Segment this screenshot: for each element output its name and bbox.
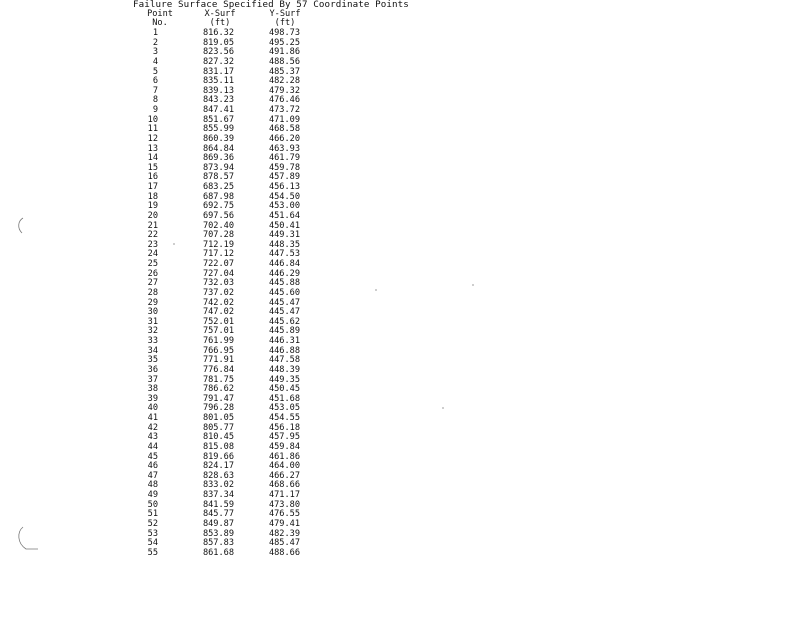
x-surf-cell: 835.11 xyxy=(202,76,234,87)
scan-artifact-mark xyxy=(14,525,42,553)
coordinate-table xyxy=(0,29,800,558)
point-number-cell: 25 xyxy=(147,259,158,269)
point-number-cell: 51 xyxy=(147,509,158,520)
x-surf-cell: 827.32 xyxy=(202,56,234,67)
x-surf-cell: 737.02 xyxy=(202,287,234,298)
table-row xyxy=(0,366,800,376)
x-surf-cell: 857.83 xyxy=(202,538,234,549)
point-number-cell: 27 xyxy=(147,278,158,289)
point-number-cell: 6 xyxy=(152,76,158,87)
table-row xyxy=(0,48,800,58)
header-y-line1: Y-Surf xyxy=(269,9,301,19)
table-row xyxy=(0,250,800,260)
x-surf-cell: 819.05 xyxy=(202,37,234,48)
x-surf-cell: 757.01 xyxy=(202,326,234,337)
x-surf-cell: 805.77 xyxy=(202,422,234,433)
table-row xyxy=(0,193,800,203)
point-number-cell: 9 xyxy=(152,105,158,115)
table-row xyxy=(0,530,800,540)
table-row xyxy=(0,222,800,232)
x-surf-cell: 810.45 xyxy=(202,432,234,443)
table-row xyxy=(0,183,800,193)
y-surf-cell: 454.50 xyxy=(268,191,300,202)
table-row xyxy=(0,404,800,414)
point-number-cell: 10 xyxy=(147,114,158,125)
point-number-cell: 45 xyxy=(147,451,158,462)
y-surf-cell: 473.80 xyxy=(268,499,300,510)
y-surf-cell: 463.93 xyxy=(268,143,300,154)
x-surf-cell: 849.87 xyxy=(202,518,234,529)
x-surf-cell: 861.68 xyxy=(202,547,234,558)
x-surf-cell: 847.41 xyxy=(202,105,234,115)
table-row xyxy=(0,318,800,328)
x-surf-cell: 860.39 xyxy=(202,133,234,144)
x-surf-cell: 692.75 xyxy=(202,201,234,212)
y-surf-cell: 446.29 xyxy=(268,268,300,279)
table-row xyxy=(0,145,800,155)
table-row xyxy=(0,96,800,106)
x-surf-cell: 771.91 xyxy=(202,355,234,366)
y-surf-cell: 453.00 xyxy=(268,201,300,212)
y-surf-cell: 447.58 xyxy=(268,355,300,366)
point-number-cell: 41 xyxy=(147,413,158,423)
point-number-cell: 47 xyxy=(147,470,158,481)
x-surf-cell: 851.67 xyxy=(202,114,234,125)
table-row xyxy=(0,347,800,357)
point-number-cell: 54 xyxy=(147,538,158,549)
x-surf-cell: 816.32 xyxy=(202,28,234,38)
table-row xyxy=(0,327,800,337)
table-row xyxy=(0,68,800,78)
point-number-cell: 36 xyxy=(147,364,158,375)
x-surf-cell: 687.98 xyxy=(202,191,234,202)
y-surf-cell: 448.35 xyxy=(268,239,300,250)
point-number-cell: 40 xyxy=(147,403,158,414)
table-row xyxy=(0,58,800,68)
table-row xyxy=(0,260,800,270)
y-surf-cell: 453.05 xyxy=(268,403,300,414)
page-title: Failure Surface Specified By 57 Coordinate Points xyxy=(133,0,409,10)
table-row xyxy=(0,299,800,309)
table-row xyxy=(0,279,800,289)
point-number-cell: 53 xyxy=(147,528,158,539)
y-surf-cell: 476.55 xyxy=(268,509,300,520)
y-surf-cell: 491.86 xyxy=(268,47,300,58)
table-row xyxy=(0,164,800,174)
point-number-cell: 23 xyxy=(147,239,158,250)
table-row xyxy=(0,414,800,424)
point-number-cell: 39 xyxy=(147,393,158,404)
y-surf-cell: 466.20 xyxy=(268,133,300,144)
table-row xyxy=(0,549,800,559)
point-number-cell: 46 xyxy=(147,461,158,472)
y-surf-cell: 471.09 xyxy=(268,114,300,125)
x-surf-cell: 791.47 xyxy=(202,393,234,404)
y-surf-cell: 488.56 xyxy=(268,56,300,67)
table-row xyxy=(0,510,800,520)
x-surf-cell: 717.12 xyxy=(202,249,234,260)
point-number-cell: 34 xyxy=(147,345,158,356)
table-row xyxy=(0,337,800,347)
y-surf-cell: 446.84 xyxy=(268,259,300,269)
table-row xyxy=(0,520,800,530)
x-surf-cell: 747.02 xyxy=(202,307,234,318)
x-surf-cell: 801.05 xyxy=(202,413,234,423)
x-surf-cell: 878.57 xyxy=(202,172,234,183)
table-row xyxy=(0,424,800,434)
y-surf-cell: 461.86 xyxy=(268,451,300,462)
table-row xyxy=(0,270,800,280)
point-number-cell: 42 xyxy=(147,422,158,433)
y-surf-cell: 447.53 xyxy=(268,249,300,260)
header-x-line2: (ft) xyxy=(209,18,231,28)
y-surf-cell: 446.88 xyxy=(268,345,300,356)
y-surf-cell: 450.45 xyxy=(268,384,300,395)
point-number-cell: 33 xyxy=(147,336,158,346)
table-row xyxy=(0,212,800,222)
table-row xyxy=(0,395,800,405)
point-number-cell: 55 xyxy=(147,547,158,558)
table-row xyxy=(0,385,800,395)
point-number-cell: 50 xyxy=(147,499,158,510)
x-surf-cell: 864.84 xyxy=(202,143,234,154)
point-number-cell: 20 xyxy=(147,210,158,221)
table-row xyxy=(0,462,800,472)
point-number-cell: 14 xyxy=(147,153,158,164)
x-surf-cell: 833.02 xyxy=(202,480,234,491)
x-surf-cell: 697.56 xyxy=(202,210,234,221)
x-surf-cell: 707.28 xyxy=(202,230,234,241)
x-surf-cell: 828.63 xyxy=(202,470,234,481)
y-surf-cell: 459.78 xyxy=(268,162,300,173)
x-surf-cell: 841.59 xyxy=(202,499,234,510)
point-number-cell: 32 xyxy=(147,326,158,337)
point-number-cell: 29 xyxy=(147,297,158,308)
x-surf-cell: 727.04 xyxy=(202,268,234,279)
point-number-cell: 24 xyxy=(147,249,158,260)
table-row xyxy=(0,539,800,549)
table-row xyxy=(0,433,800,443)
x-surf-cell: 843.23 xyxy=(202,95,234,106)
point-number-cell: 43 xyxy=(147,432,158,443)
table-row xyxy=(0,443,800,453)
point-number-cell: 30 xyxy=(147,307,158,318)
point-number-cell: 16 xyxy=(147,172,158,183)
y-surf-cell: 450.41 xyxy=(268,220,300,231)
table-row xyxy=(0,154,800,164)
table-row xyxy=(0,29,800,39)
point-number-cell: 4 xyxy=(152,56,158,67)
header-y-line2: (ft) xyxy=(274,18,296,28)
y-surf-cell: 445.47 xyxy=(268,297,300,308)
y-surf-cell: 476.46 xyxy=(268,95,300,106)
x-surf-cell: 761.99 xyxy=(202,336,234,346)
y-surf-cell: 454.55 xyxy=(268,413,300,423)
x-surf-cell: 781.75 xyxy=(202,374,234,385)
point-number-cell: 26 xyxy=(147,268,158,279)
point-number-cell: 1 xyxy=(152,28,158,38)
scan-artifact-dot xyxy=(441,406,445,410)
y-surf-cell: 488.66 xyxy=(268,547,300,558)
y-surf-cell: 485.47 xyxy=(268,538,300,549)
table-row xyxy=(0,125,800,135)
point-number-cell: 19 xyxy=(147,201,158,212)
point-number-cell: 13 xyxy=(147,143,158,154)
x-surf-cell: 742.02 xyxy=(202,297,234,308)
table-row xyxy=(0,356,800,366)
y-surf-cell: 451.64 xyxy=(268,210,300,221)
table-row xyxy=(0,135,800,145)
y-surf-cell: 457.89 xyxy=(268,172,300,183)
x-surf-cell: 873.94 xyxy=(202,162,234,173)
x-surf-cell: 712.19 xyxy=(202,239,234,250)
x-surf-cell: 819.66 xyxy=(202,451,234,462)
x-surf-cell: 823.56 xyxy=(202,47,234,58)
x-surf-cell: 732.03 xyxy=(202,278,234,289)
header-point-line2: No. xyxy=(152,18,168,28)
table-row xyxy=(0,481,800,491)
y-surf-cell: 449.31 xyxy=(268,230,300,241)
point-number-cell: 31 xyxy=(147,316,158,327)
table-row xyxy=(0,289,800,299)
y-surf-cell: 468.58 xyxy=(268,124,300,135)
table-row xyxy=(0,77,800,87)
point-number-cell: 3 xyxy=(152,47,158,58)
x-surf-cell: 683.25 xyxy=(202,182,234,192)
y-surf-cell: 471.17 xyxy=(268,490,300,500)
x-surf-cell: 786.62 xyxy=(202,384,234,395)
x-surf-cell: 824.17 xyxy=(202,461,234,472)
y-surf-cell: 498.73 xyxy=(268,28,300,38)
y-surf-cell: 446.31 xyxy=(268,336,300,346)
point-number-cell: 2 xyxy=(152,37,158,48)
point-number-cell: 11 xyxy=(147,124,158,135)
y-surf-cell: 449.35 xyxy=(268,374,300,385)
x-surf-cell: 776.84 xyxy=(202,364,234,375)
table-row xyxy=(0,87,800,97)
y-surf-cell: 445.89 xyxy=(268,326,300,337)
point-number-cell: 44 xyxy=(147,441,158,452)
y-surf-cell: 445.88 xyxy=(268,278,300,289)
table-row xyxy=(0,472,800,482)
y-surf-cell: 451.68 xyxy=(268,393,300,404)
y-surf-cell: 466.27 xyxy=(268,470,300,481)
x-surf-cell: 752.01 xyxy=(202,316,234,327)
x-surf-cell: 722.07 xyxy=(202,259,234,269)
y-surf-cell: 482.28 xyxy=(268,76,300,87)
x-surf-cell: 869.36 xyxy=(202,153,234,164)
y-surf-cell: 445.62 xyxy=(268,316,300,327)
x-surf-cell: 831.17 xyxy=(202,66,234,77)
point-number-cell: 8 xyxy=(152,95,158,106)
x-surf-cell: 815.08 xyxy=(202,441,234,452)
table-row xyxy=(0,173,800,183)
point-number-cell: 12 xyxy=(147,133,158,144)
point-number-cell: 35 xyxy=(147,355,158,366)
point-number-cell: 17 xyxy=(147,182,158,192)
point-number-cell: 15 xyxy=(147,162,158,173)
x-surf-cell: 855.99 xyxy=(202,124,234,135)
point-number-cell: 21 xyxy=(147,220,158,231)
scan-artifact-dot xyxy=(471,283,475,287)
y-surf-cell: 445.60 xyxy=(268,287,300,298)
table-row xyxy=(0,453,800,463)
point-number-cell: 28 xyxy=(147,287,158,298)
x-surf-cell: 839.13 xyxy=(202,85,234,96)
x-surf-cell: 845.77 xyxy=(202,509,234,520)
y-surf-cell: 448.39 xyxy=(268,364,300,375)
table-row xyxy=(0,376,800,386)
y-surf-cell: 456.13 xyxy=(268,182,300,192)
x-surf-cell: 837.34 xyxy=(202,490,234,500)
table-row xyxy=(0,39,800,49)
scan-artifact-dot xyxy=(374,288,378,292)
scan-artifact-dot xyxy=(172,242,176,246)
x-surf-cell: 702.40 xyxy=(202,220,234,231)
point-number-cell: 49 xyxy=(147,490,158,500)
y-surf-cell: 485.37 xyxy=(268,66,300,77)
header-point-line1: Point xyxy=(147,9,173,19)
x-surf-cell: 853.89 xyxy=(202,528,234,539)
scan-artifact-mark xyxy=(14,216,28,236)
y-surf-cell: 461.79 xyxy=(268,153,300,164)
point-number-cell: 7 xyxy=(152,85,158,96)
y-surf-cell: 456.18 xyxy=(268,422,300,433)
x-surf-cell: 796.28 xyxy=(202,403,234,414)
point-number-cell: 38 xyxy=(147,384,158,395)
point-number-cell: 48 xyxy=(147,480,158,491)
y-surf-cell: 473.72 xyxy=(268,105,300,115)
point-number-cell: 18 xyxy=(147,191,158,202)
y-surf-cell: 445.47 xyxy=(268,307,300,318)
table-row xyxy=(0,202,800,212)
x-surf-cell: 766.95 xyxy=(202,345,234,356)
table-row xyxy=(0,501,800,511)
y-surf-cell: 482.39 xyxy=(268,528,300,539)
point-number-cell: 22 xyxy=(147,230,158,241)
y-surf-cell: 457.95 xyxy=(268,432,300,443)
y-surf-cell: 479.41 xyxy=(268,518,300,529)
point-number-cell: 52 xyxy=(147,518,158,529)
y-surf-cell: 495.25 xyxy=(268,37,300,48)
table-row xyxy=(0,308,800,318)
y-surf-cell: 459.84 xyxy=(268,441,300,452)
y-surf-cell: 464.00 xyxy=(268,461,300,472)
y-surf-cell: 479.32 xyxy=(268,85,300,96)
table-row xyxy=(0,106,800,116)
y-surf-cell: 468.66 xyxy=(268,480,300,491)
point-number-cell: 5 xyxy=(152,66,158,77)
table-row xyxy=(0,241,800,251)
table-row xyxy=(0,116,800,126)
point-number-cell: 37 xyxy=(147,374,158,385)
header-x-line1: X-Surf xyxy=(204,9,236,19)
table-row xyxy=(0,231,800,241)
table-row xyxy=(0,491,800,501)
